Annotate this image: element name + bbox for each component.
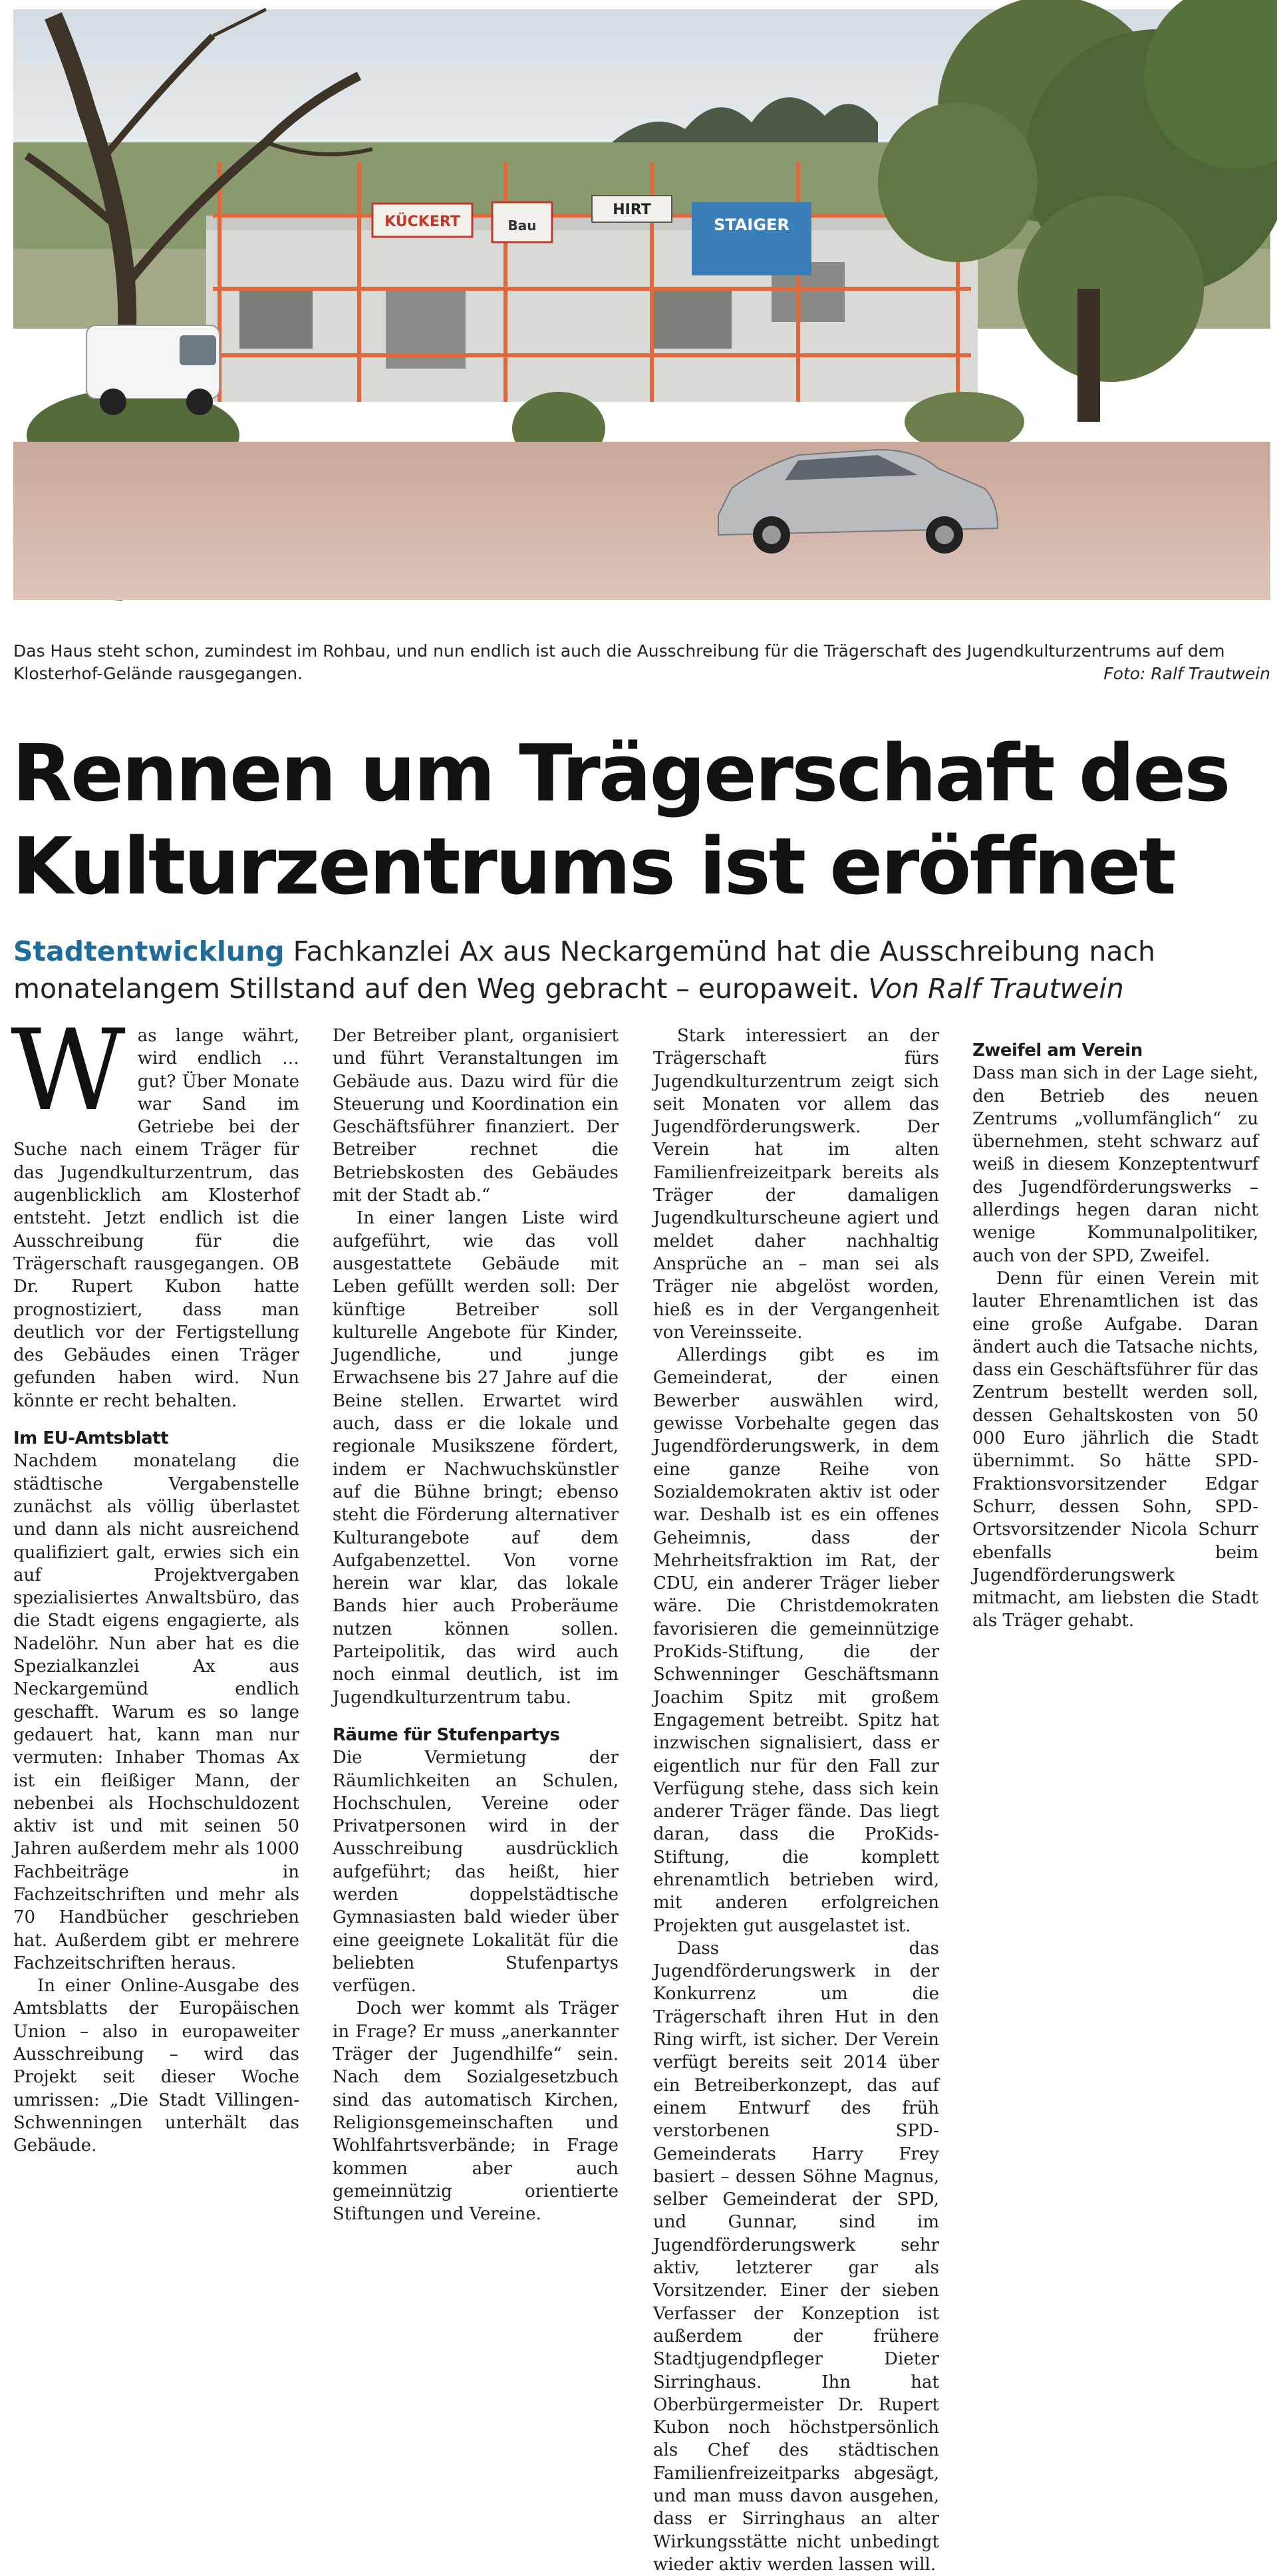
paragraph-text: as lange währt, wird endlich … gut? Über Monate war Sand im Getriebe bei der Suche nach einem Träger für das Jugendkulturzentrum, das augenblicklich am Klosterhof entsteht. Jetzt endlich ist die Ausschreibung für die Trägerschaft rausgegangen. OB Dr. Rupert Kubon hatte prognostiziert, dass man deutlich vor der Fertigstellung des Gebäudes einen Träger gefunden haben wird. Nun könnte er recht behalten.	[13, 1026, 299, 1411]
sign-staiger: STAIGER	[714, 216, 789, 234]
article-column-2	[333, 1025, 619, 2225]
sign-bau: Bau	[507, 218, 537, 234]
headline-line-2: Kulturzentrums ist eröffnet	[12, 820, 1175, 912]
article-column-1	[11, 1005, 299, 2156]
drop-cap: W	[11, 1005, 126, 1136]
article-photo	[13, 9, 1270, 600]
construction-site-photo	[13, 9, 1270, 600]
deck-text: Fachkanzlei Ax aus Neckargemünd hat die Ausschreibung nach monatelangem Stillstand auf den Weg gebracht – europaweit.	[13, 935, 1156, 1005]
gravel-ground	[13, 442, 1270, 600]
subheading-stufenpartys: Räume für Stufenpartys	[333, 1724, 560, 1745]
caption-text: Das Haus steht schon, zumindest im Rohbau, und nun endlich ist auch die Ausschreibung für die Trägerschaft des Jugendkulturzentrums auf dem Klosterhof-Gelände rausgegangen.	[13, 641, 1225, 683]
building-shell	[206, 216, 978, 402]
sign-kueckert: KÜCKERT	[384, 214, 460, 230]
article-paragraph: Dass man sich in der Lage sieht, den Betrieb des neuen Zentrums „vollumfänglich“ zu übernehmen, steht schwarz auf weiß in diesem Konzeptentwurf des Jugendförderungswerks – allerdings hegen daran nicht wenige Kommunalpolitiker, auch von der SPD, Zweifel.	[972, 1063, 1258, 1266]
headline	[12, 726, 1269, 913]
subheading-zweifel-am-verein: Zweifel am Verein	[972, 1041, 1143, 1060]
article-paragraph: Dass das Jugendförderungswerk in der Konkurrenz um die Trägerschaft ihren Hut in den Ring wirft, ist sicher. Der Verein verfügt bereits seit 2014 über ein Betreiberkonzept, das auf einem Entwurf des früh verstorbenen SPD-Gemeinderats Harry Frey basiert – dessen Söhne Magnus, selber Gemeinderat der SPD, und Gunnar, sind im Jugendförderungswerk sehr aktiv, letzterer gar als Vorsitzender. Einer der sieben Verfasser der Konzeption ist außerdem der frühere Stadtjugendpfleger Dieter Sirringhaus. Ihn hat Oberbürgermeister Dr. Rupert Kubon noch höchstpersönlich als Chef des städtischen Familienfreizeitparks abgesägt, und man muss davon ausgehen, dass er Sirringhaus an alter Wirkungsstätte nicht unbedingt wieder aktiv werden lassen will.	[653, 1938, 939, 2575]
article-paragraph: In einer langen Liste wird aufgeführt, wie das voll ausgestattete Gebäude mit Leben gefüllt werden soll: Der künftige Betreiber soll kulturelle Angebote für Kinder, Jugendliche, und junge Erwachsene bis 27 Jahre auf die Beine stellen. Erwartet wird auch, dass er die lokale und regionale Musikszene fördert, indem er Nachwuchskünstler auf die Bühne bringt; ebenso steht die Förderung alternativer Kulturangebote auf dem Aufgabenzettel. Von vorne herein war klar, das lokale Bands hier auch Proberäume nutzen können sollen. Parteipolitik, das wird auch noch einmal deutlich, ist im Jugendkulturzentrum tabu.	[333, 1208, 619, 1708]
headline-line-1: Rennen um Trägerschaft des	[12, 727, 1229, 819]
photo-caption	[13, 640, 1270, 685]
article-paragraph: In einer Online-Ausgabe des Amtsblatts der Europäischen Union – also in europaweiter Ausschreibung – wird das Projekt seit dieser Woche umrissen: „Die Stadt Villingen-Schwenningen unterhält das Gebäude.	[13, 1976, 299, 2156]
sign-hirt: HIRT	[613, 202, 651, 218]
article-paragraph: Stark interessiert an der Trägerschaft fürs Jugendkulturzentrum zeigt sich seit Monaten vor allem das Jugendförderungswerk. Der Verein hat im alten Familienfreizeitpark bereits als Träger der damaligen Jugendkulturscheune agiert und meldet daher nachhaltig Ansprüche an – man sei als Träger nie abgelöst worden, hieß es in der Vergangenheit von Vereinsseite.	[653, 1026, 939, 1343]
article-paragraph	[11, 1005, 299, 1412]
section-kicker: Stadtentwicklung	[13, 935, 285, 967]
photo-credit: Foto: Ralf Trautwein	[1103, 664, 1270, 683]
article-deck	[13, 933, 1270, 1007]
article-column-3	[653, 1025, 939, 2575]
article-paragraph: Die Vermietung der Räumlichkeiten an Schulen, Hochschulen, Vereine oder Privatpersonen wird in der Ausschreibung ausdrücklich aufgeführt; das heißt, hier werden doppelstädtische Gymnasiasten bald wieder über eine geeignete Lokalität für die beliebten Stufenpartys verfügen.	[333, 1748, 619, 1997]
article-paragraph: Der Betreiber plant, organisiert und führt Veranstaltungen im Gebäude aus. Dazu wird für die Steuerung und Koordination ein Geschäftsführer finanziert. Der Betreiber rechnet die Betriebskosten des Gebäudes mit der Stadt ab.“	[333, 1026, 619, 1206]
subheading-eu-amtsblatt: Im EU-Amtsblatt	[13, 1428, 169, 1449]
article-paragraph: Denn für einen Verein mit lauter Ehrenamtlichen ist das eine große Aufgabe. Daran ändert auch die Tatsache nichts, dass ein Geschäftsführer für das Zentrum bestellt werden soll, dessen Gehaltskosten von 50 000 Euro jährlich die Stadt übernimmt. So hätte SPD-Fraktionsvorsitzender Edgar Schurr, dessen Sohn, SPD-Ortsvorsitzender Nicola Schurr ebenfalls beim Jugendförderungswerk mitmacht, am liebsten die Stadt als Träger gehabt.	[972, 1268, 1258, 1631]
article-column-4	[972, 1025, 1258, 2062]
article-paragraph: Allerdings gibt es im Gemeinderat, der einen Bewerber auswählen wird, gewisse Vorbehalte gegen das Jugendförderungswerk, in dem eine ganze Reihe von Sozialdemokraten aktiv ist oder war. Deshalb ist es ein offenes Geheimnis, dass der Mehrheitsfraktion im Rat, der CDU, ein anderer Träger lieber wäre. Die Christdemokraten favorisieren die gemeinnützige ProKids-Stiftung, die der Schwenninger Geschäftsmann Joachim Spitz mit großem Engagement betreibt. Spitz hat inzwischen signalisiert, dass er eigentlich nur für den Fall zur Verfügung stehe, dass sich kein anderer Träger fände. Das liegt daran, dass die ProKids-Stiftung, die komplett ehrenamtlich betrieben wird, mit anderen erfolgreichen Projekten gut ausgelastet ist.	[653, 1345, 939, 1936]
article-paragraph: Nachdem monatelang die städtische Vergabenstelle zunächst als völlig überlastet und dann als nicht ausreichend qualifiziert galt, erwies sich ein auf Projektvergaben spezialisiertes Anwaltsbüro, das die Stadt eigens engagierte, als Nadelöhr. Nun aber hat es die Spezialkanzlei Ax aus Neckargemünd endlich geschafft. Warum es so lange gedauert hat, kann man nur vermuten: Inhaber Thomas Ax ist ein fleißiger Mann, der nebenbei als Hochschuldozent aktiv ist und mit seinen 50 Jahren außerdem mehr als 1000 Fachbeiträge in Fachzeitschriften und mehr als 70 Handbücher geschrieben hat. Außerdem gibt er mehrere Fachzeitschriften heraus.	[13, 1451, 299, 1973]
article-paragraph: Doch wer kommt als Träger in Frage? Er muss „anerkannter Träger der Jugendhilfe“ sein. Nach dem Sozialgesetzbuch sind das automatisch Kirchen, Religionsgemeinschaften und Wohlfahrtsverbände; in Frage kommen aber auch gemeinnützig orientierte Stiftungen und Vereine.	[333, 1999, 619, 2225]
author-byline: Von Ralf Trautwein	[868, 973, 1124, 1005]
